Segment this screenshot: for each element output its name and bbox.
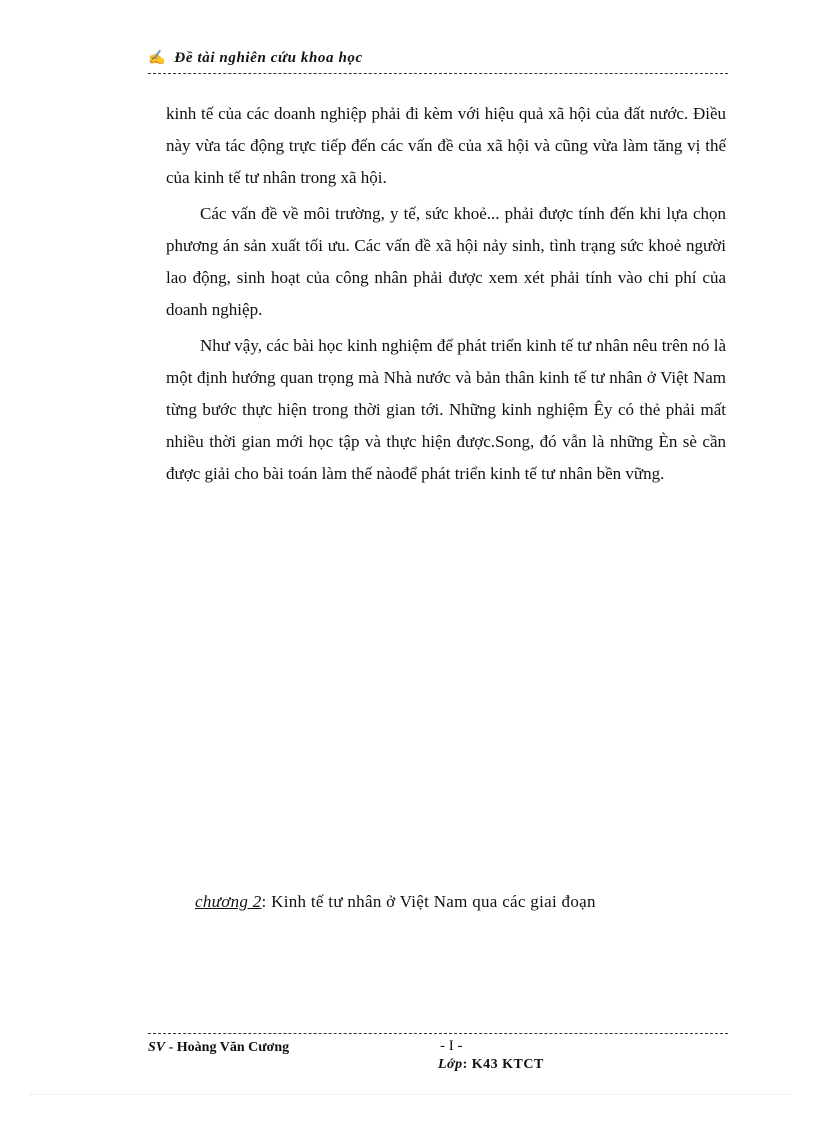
document-body (166, 98, 726, 494)
page-number: - I - (440, 1038, 463, 1054)
sv-label: SV (148, 1040, 166, 1055)
header-divider (148, 73, 728, 74)
footer-class (438, 1057, 544, 1073)
chapter-separator: : (261, 892, 272, 911)
class-separator: : (462, 1057, 472, 1072)
class-value: K43 KTCT (471, 1057, 544, 1072)
sv-separator: - (165, 1040, 177, 1055)
pen-writing-icon: ✍ (148, 51, 167, 66)
student-name: Hoàng Văn Cương (176, 1040, 290, 1055)
page-bottom-edge (30, 1094, 790, 1095)
chapter-title: Kinh tế tư nhân ở Việt Nam qua các giai đoạn (271, 892, 596, 911)
chapter-label: chương 2 (195, 892, 262, 911)
paragraph-3: Như vậy, các bài học kinh nghiệm để phát triển kinh tế tư nhân nêu trên nó là một định hướng quan trọng mà Nhà nước và bản thân kinh tế tư nhân ở Việt Nam từng bước thực hiện trong thời gian tới. Những kinh nghiệm Êy có thẻ phải mất nhiều thời gian mới học tập và thực hiện được.Song, đó vẫn là những Èn sè cần được giải cho bài toán làm thế nàođể phát triển kinh tế tư nhân bền vững. (166, 336, 726, 483)
paragraph-2: Các vấn đề về môi trường, y tế, sức khoẻ... phải được tính đến khi lựa chọn phương án sản xuất tối ưu. Các vấn đề xã hội nảy sinh, tình trạng sức khoẻ người lao động, sinh hoạt của công nhân phải được xem xét phải tính vào chi phí của doanh nghiệp. (166, 204, 726, 319)
chapter-heading (195, 892, 755, 912)
class-label: Lớp (438, 1057, 463, 1072)
footer-student (148, 1040, 289, 1056)
paragraph-1: kinh tế của các doanh nghiệp phải đi kèm với hiệu quả xã hội của đất nước. Điều này vừa tác động trực tiếp đến các vấn đề của xã hội và cũng vừa làm tăng vị thế của kinh tế tư nhân trong xã hội. (166, 104, 726, 187)
footer-divider (148, 1033, 728, 1034)
header-title: Đề tài nghiên cứu khoa học (174, 50, 363, 66)
page-header (148, 50, 728, 67)
